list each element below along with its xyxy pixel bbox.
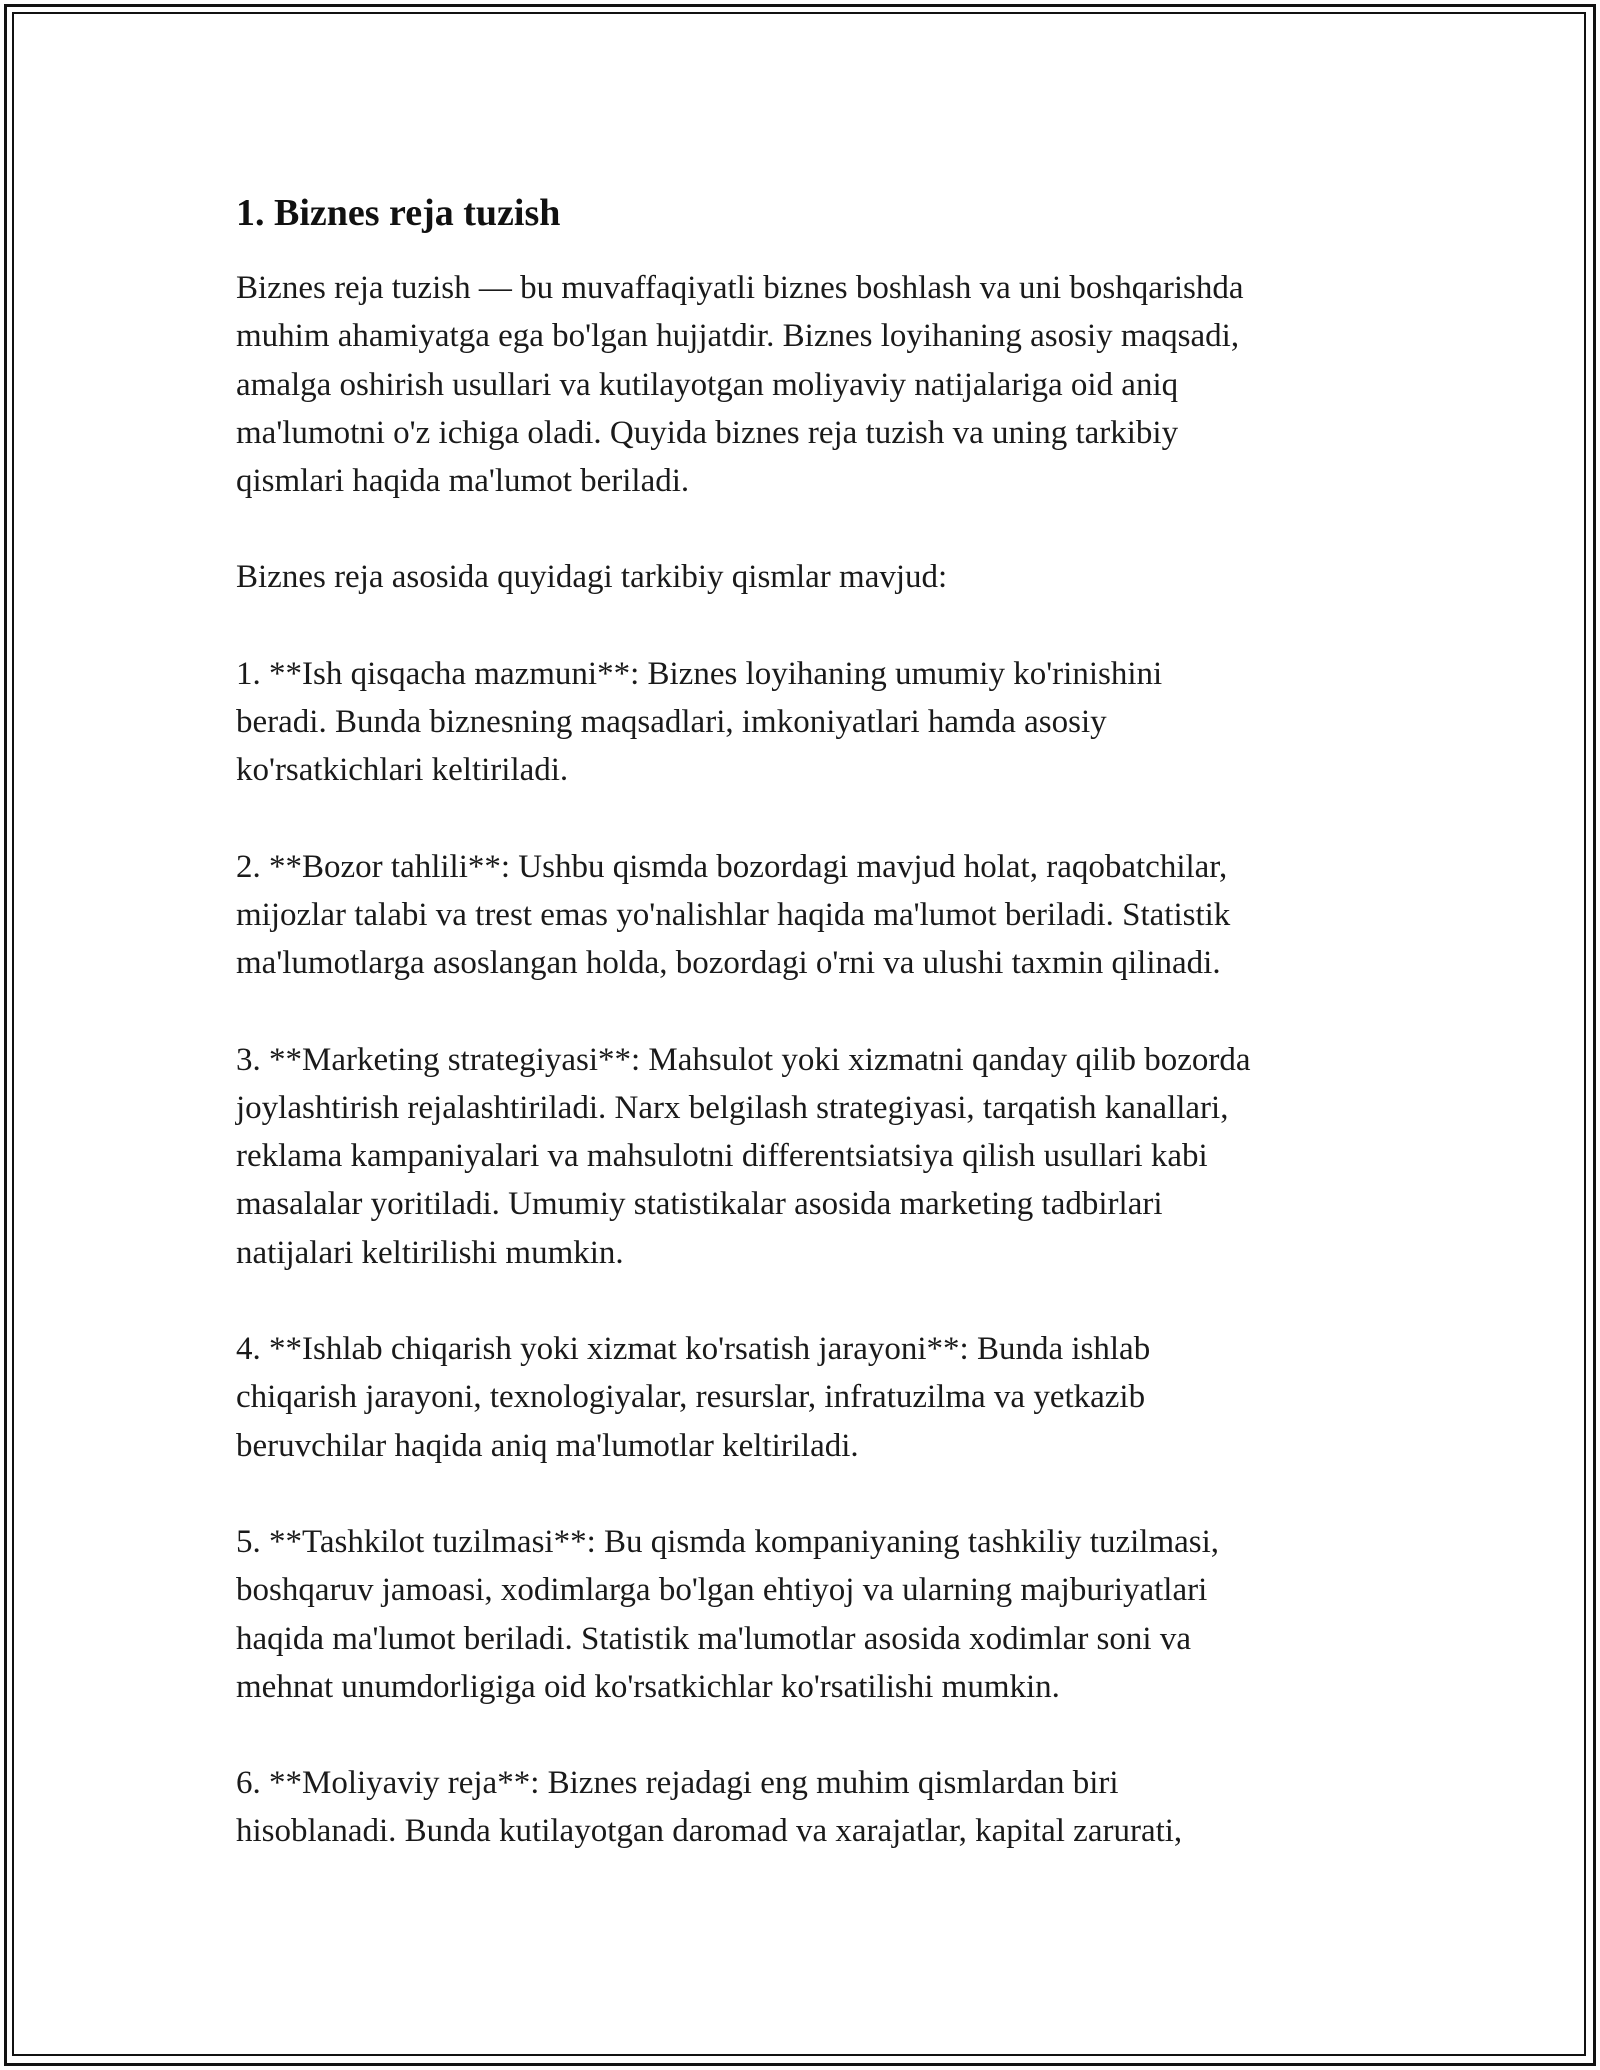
intro-paragraph: Biznes reja tuzish — bu muvaffaqiyatli biznes boshlash va uni boshqarishda muhim ahamiyatga ega bo'lgan hujjatdir. Biznes loyihaning asosiy maqsadi, amalga oshirish usullari va kutilayotgan moliyaviy natijalariga oid aniq ma'lumotni o'z ichiga oladi. Quyida biznes reja tuzish va uning tarkibiy qismlari haqida ma'lumot beriladi.: [236, 270, 1244, 500]
document-body: [236, 186, 1376, 1856]
section-heading: 1. Biznes reja tuzish: [236, 192, 561, 234]
list-item-financial-plan: 6. **Moliyaviy reja**: Biznes rejadagi eng muhim qismlardan biri hisoblanadi. Bunda kutilayotgan daromad va xarajatlar, kapital zarurati,: [236, 1765, 1183, 1850]
list-item-organization-structure: 5. **Tashkilot tuzilmasi**: Bu qismda kompaniyaning tashkiliy tuzilmasi, boshqaruv jamoasi, xodimlarga bo'lgan ehtiyoj va ularning majburiyatlari haqida ma'lumot beriladi. Statistik ma'lumotlar asosida xodimlar soni va mehnat unumdorligiga oid ko'rsatkichlar ko'rsatilishi mumkin.: [236, 1523, 1220, 1705]
list-item-production-process: 4. **Ishlab chiqarish yoki xizmat ko'rsatish jarayoni**: Bunda ishlab chiqarish jarayoni, texnologiyalar, resurslar, infratuzilma va yetkazib beruvchilar haqida aniq ma'lumotlar keltiriladi.: [236, 1331, 1151, 1464]
list-item-market-analysis: 2. **Bozor tahlili**: Ushbu qismda bozordagi mavjud holat, raqobatchilar, mijozlar talabi va trest emas yo'nalishlar haqida ma'lumot beriladi. Statistik ma'lumotlarga asoslangan holda, bozordagi o'rni va ulushi taxmin qilinadi.: [236, 848, 1231, 982]
list-item-marketing-strategy: 3. **Marketing strategiyasi**: Mahsulot yoki xizmatni qanday qilib bozorda joylashtirish rejalashtiriladi. Narx belgilash strategiyasi, tarqatish kanallari, reklama kampaniyalari va mahsulotni differentsiatsiya qilish usullari kabi masalalar yoritiladi. Umumiy statistikalar asosida marketing tadbirlari natijalari keltirilishi mumkin.: [236, 1041, 1251, 1271]
components-lead-paragraph: Biznes reja asosida quyidagi tarkibiy qismlar mavjud:: [236, 559, 948, 596]
list-item-executive-summary: 1. **Ish qisqacha mazmuni**: Biznes loyihaning umumiy ko'rinishini beradi. Bunda biznesning maqsadlari, imkoniyatlari hamda asosiy ko'rsatkichlari keltiriladi.: [236, 655, 1163, 789]
